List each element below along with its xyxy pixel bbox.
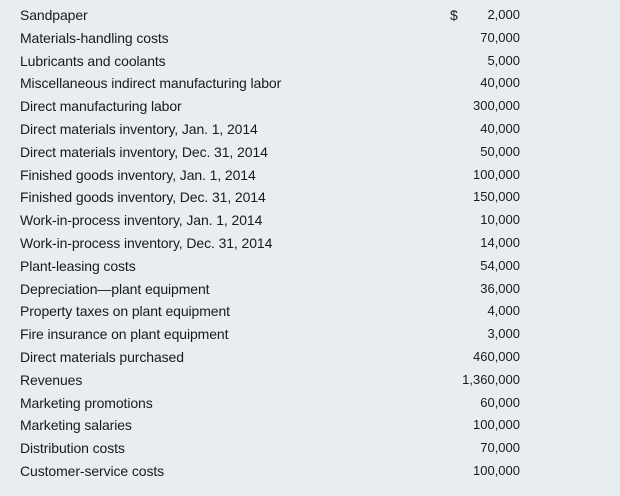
row-amount: 60,000	[480, 394, 520, 410]
table-row	[20, 437, 520, 460]
row-label: Materials-handling costs	[20, 29, 169, 46]
row-label: Revenues	[20, 371, 83, 388]
table-row	[20, 346, 520, 369]
row-label: Depreciation—plant equipment	[20, 280, 210, 297]
row-label: Fire insurance on plant equipment	[20, 326, 229, 343]
row-label: Marketing promotions	[20, 394, 153, 411]
cost-data-table	[20, 4, 520, 483]
row-label: Work-in-process inventory, Dec. 31, 2014	[20, 234, 273, 251]
row-amount: 4,000	[487, 303, 520, 319]
row-label: Work-in-process inventory, Jan. 1, 2014	[20, 212, 263, 229]
row-amount: 100,000	[473, 166, 520, 182]
row-label: Finished goods inventory, Jan. 1, 2014	[20, 166, 256, 183]
row-label: Finished goods inventory, Dec. 31, 2014	[20, 189, 266, 206]
row-amount: 460,000	[473, 348, 520, 364]
row-label: Property taxes on plant equipment	[20, 303, 230, 320]
row-amount: 5,000	[487, 52, 520, 68]
row-label: Marketing salaries	[20, 417, 132, 434]
table-row	[20, 118, 520, 141]
row-label: Plant-leasing costs	[20, 257, 136, 274]
table-row	[20, 255, 520, 278]
table-row	[20, 72, 520, 95]
table-row	[20, 186, 520, 209]
table-row	[20, 95, 520, 118]
table-row	[20, 392, 520, 415]
row-label: Lubricants and coolants	[20, 52, 166, 69]
table-row	[20, 300, 520, 323]
row-amount: 14,000	[480, 234, 520, 250]
row-amount: 100,000	[473, 417, 520, 433]
row-amount: 70,000	[480, 440, 520, 456]
table-row	[20, 414, 520, 437]
row-label: Direct materials purchased	[20, 348, 184, 365]
row-amount: 300,000	[473, 98, 520, 114]
table-row	[20, 4, 520, 27]
row-amount: 40,000	[480, 120, 520, 136]
row-label: Direct materials inventory, Jan. 1, 2014	[20, 120, 258, 137]
row-label: Sandpaper	[20, 7, 88, 23]
row-amount: 2,000	[487, 7, 520, 22]
row-label: Miscellaneous indirect manufacturing labor	[20, 75, 282, 92]
row-label: Direct materials inventory, Dec. 31, 2014	[20, 143, 268, 160]
currency-symbol: $	[450, 7, 458, 23]
row-amount: 10,000	[480, 212, 520, 228]
row-amount: 100,000	[473, 462, 520, 478]
row-amount: 150,000	[473, 189, 520, 205]
table-row	[20, 460, 520, 483]
row-amount: 50,000	[480, 143, 520, 159]
table-row	[20, 27, 520, 50]
row-label: Distribution costs	[20, 440, 125, 457]
row-amount: 3,000	[487, 326, 520, 342]
row-label: Customer-service costs	[20, 462, 165, 479]
table-row	[20, 141, 520, 164]
row-amount: 54,000	[480, 257, 520, 273]
row-amount: 70,000	[480, 29, 520, 45]
table-row	[20, 369, 520, 392]
row-amount: 1,360,000	[462, 371, 520, 387]
table-row	[20, 164, 520, 187]
table-row	[20, 50, 520, 73]
table-row	[20, 209, 520, 232]
table-row	[20, 323, 520, 346]
row-amount: 40,000	[480, 75, 520, 91]
row-amount: 36,000	[480, 280, 520, 296]
table-row	[20, 232, 520, 255]
row-label: Direct manufacturing labor	[20, 98, 182, 115]
table-row	[20, 278, 520, 301]
